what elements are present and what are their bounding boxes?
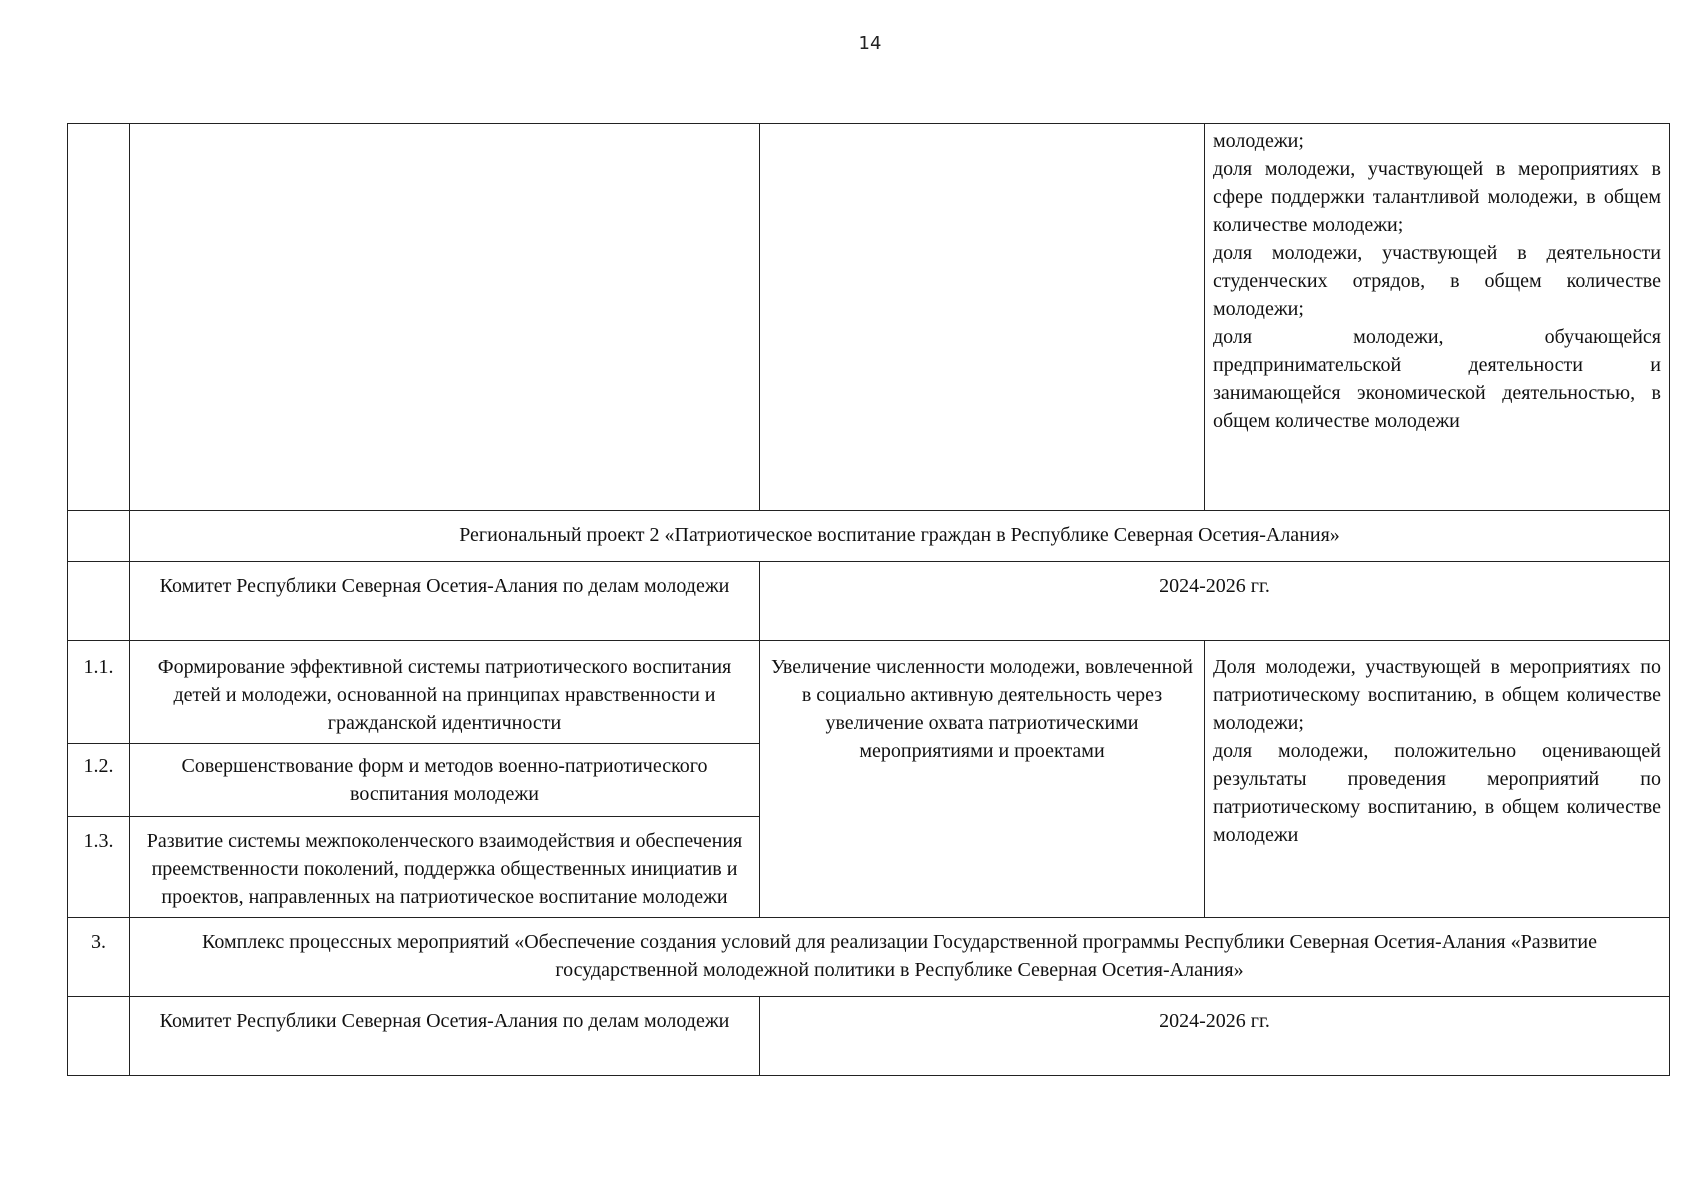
continuation-indicator: доля молодежи, участвующей в деятельности студенческих отрядов, в общем количестве молодежи; (1213, 242, 1661, 320)
process-complex-period: 2024-2026 гг. (760, 997, 1670, 1076)
regional-project-title: Региональный проект 2 «Патриотическое воспитание граждан в Республике Северная Осетия-Алания» (130, 511, 1670, 562)
regional-project-executor-row (68, 562, 1670, 641)
regional-project-indicators-cell (1205, 641, 1670, 918)
process-complex-row (68, 918, 1670, 997)
process-complex-number: 3. (68, 918, 130, 997)
regional-project-row (68, 511, 1670, 562)
continuation-indicator: доля молодежи, участвующей в мероприятиях в сфере поддержки талантливой молодежи, в общем количестве молодежи; (1213, 158, 1661, 236)
task-number: 1.2. (68, 744, 130, 817)
executor-number-cell (68, 562, 130, 641)
continuation-task-cell (130, 124, 760, 511)
task-number: 1.1. (68, 641, 130, 744)
process-complex-title: Комплекс процессных мероприятий «Обеспечение создания условий для реализации Государственной программы Республики Северная Осетия-Алания «Развитие государственной молодежной политики в Республике Северная Осетия-Алания» (130, 918, 1670, 997)
continuation-effect-cell (760, 124, 1205, 511)
continuation-indicators-cell (1205, 124, 1670, 511)
continuation-number-cell (68, 124, 130, 511)
continuation-row (68, 124, 1670, 511)
measures-table (67, 123, 1670, 1076)
page-number: 14 (858, 33, 882, 54)
continuation-indicator: молодежи; (1213, 130, 1304, 152)
continuation-indicator: доля молодежи, обучающейся предпринимательской деятельности и занимающейся экономической деятельностью, в общем количестве молодежи (1213, 326, 1661, 432)
regional-project-executor: Комитет Республики Северная Осетия-Алания по делам молодежи (130, 562, 760, 641)
regional-project-indicator: Доля молодежи, участвующей в мероприятиях по патриотическому воспитанию, в общем количестве молодежи; (1213, 656, 1661, 734)
regional-project-effect: Увеличение численности молодежи, вовлеченной в социально активную деятельность через увеличение охвата патриотическими мероприятиями и проектами (760, 641, 1205, 918)
regional-project-indicator: доля молодежи, положительно оценивающей результаты проведения мероприятий по патриотическому воспитанию, в общем количестве молодежи (1213, 740, 1661, 846)
regional-project-number-cell (68, 511, 130, 562)
process-complex-executor-row (68, 997, 1670, 1076)
process-executor-number-cell (68, 997, 130, 1076)
task-row (68, 641, 1670, 744)
process-complex-executor: Комитет Республики Северная Осетия-Алания по делам молодежи (130, 997, 760, 1076)
task-name: Формирование эффективной системы патриотического воспитания детей и молодежи, основанной на принципах нравственности и гражданской идентичности (130, 641, 760, 744)
task-name: Совершенствование форм и методов военно-патриотического воспитания молодежи (130, 744, 760, 817)
regional-project-period: 2024-2026 гг. (760, 562, 1670, 641)
task-name: Развитие системы межпоколенческого взаимодействия и обеспечения преемственности поколений, поддержка общественных инициатив и проектов, направленных на патриотическое воспитание молодежи (130, 817, 760, 918)
task-number: 1.3. (68, 817, 130, 918)
